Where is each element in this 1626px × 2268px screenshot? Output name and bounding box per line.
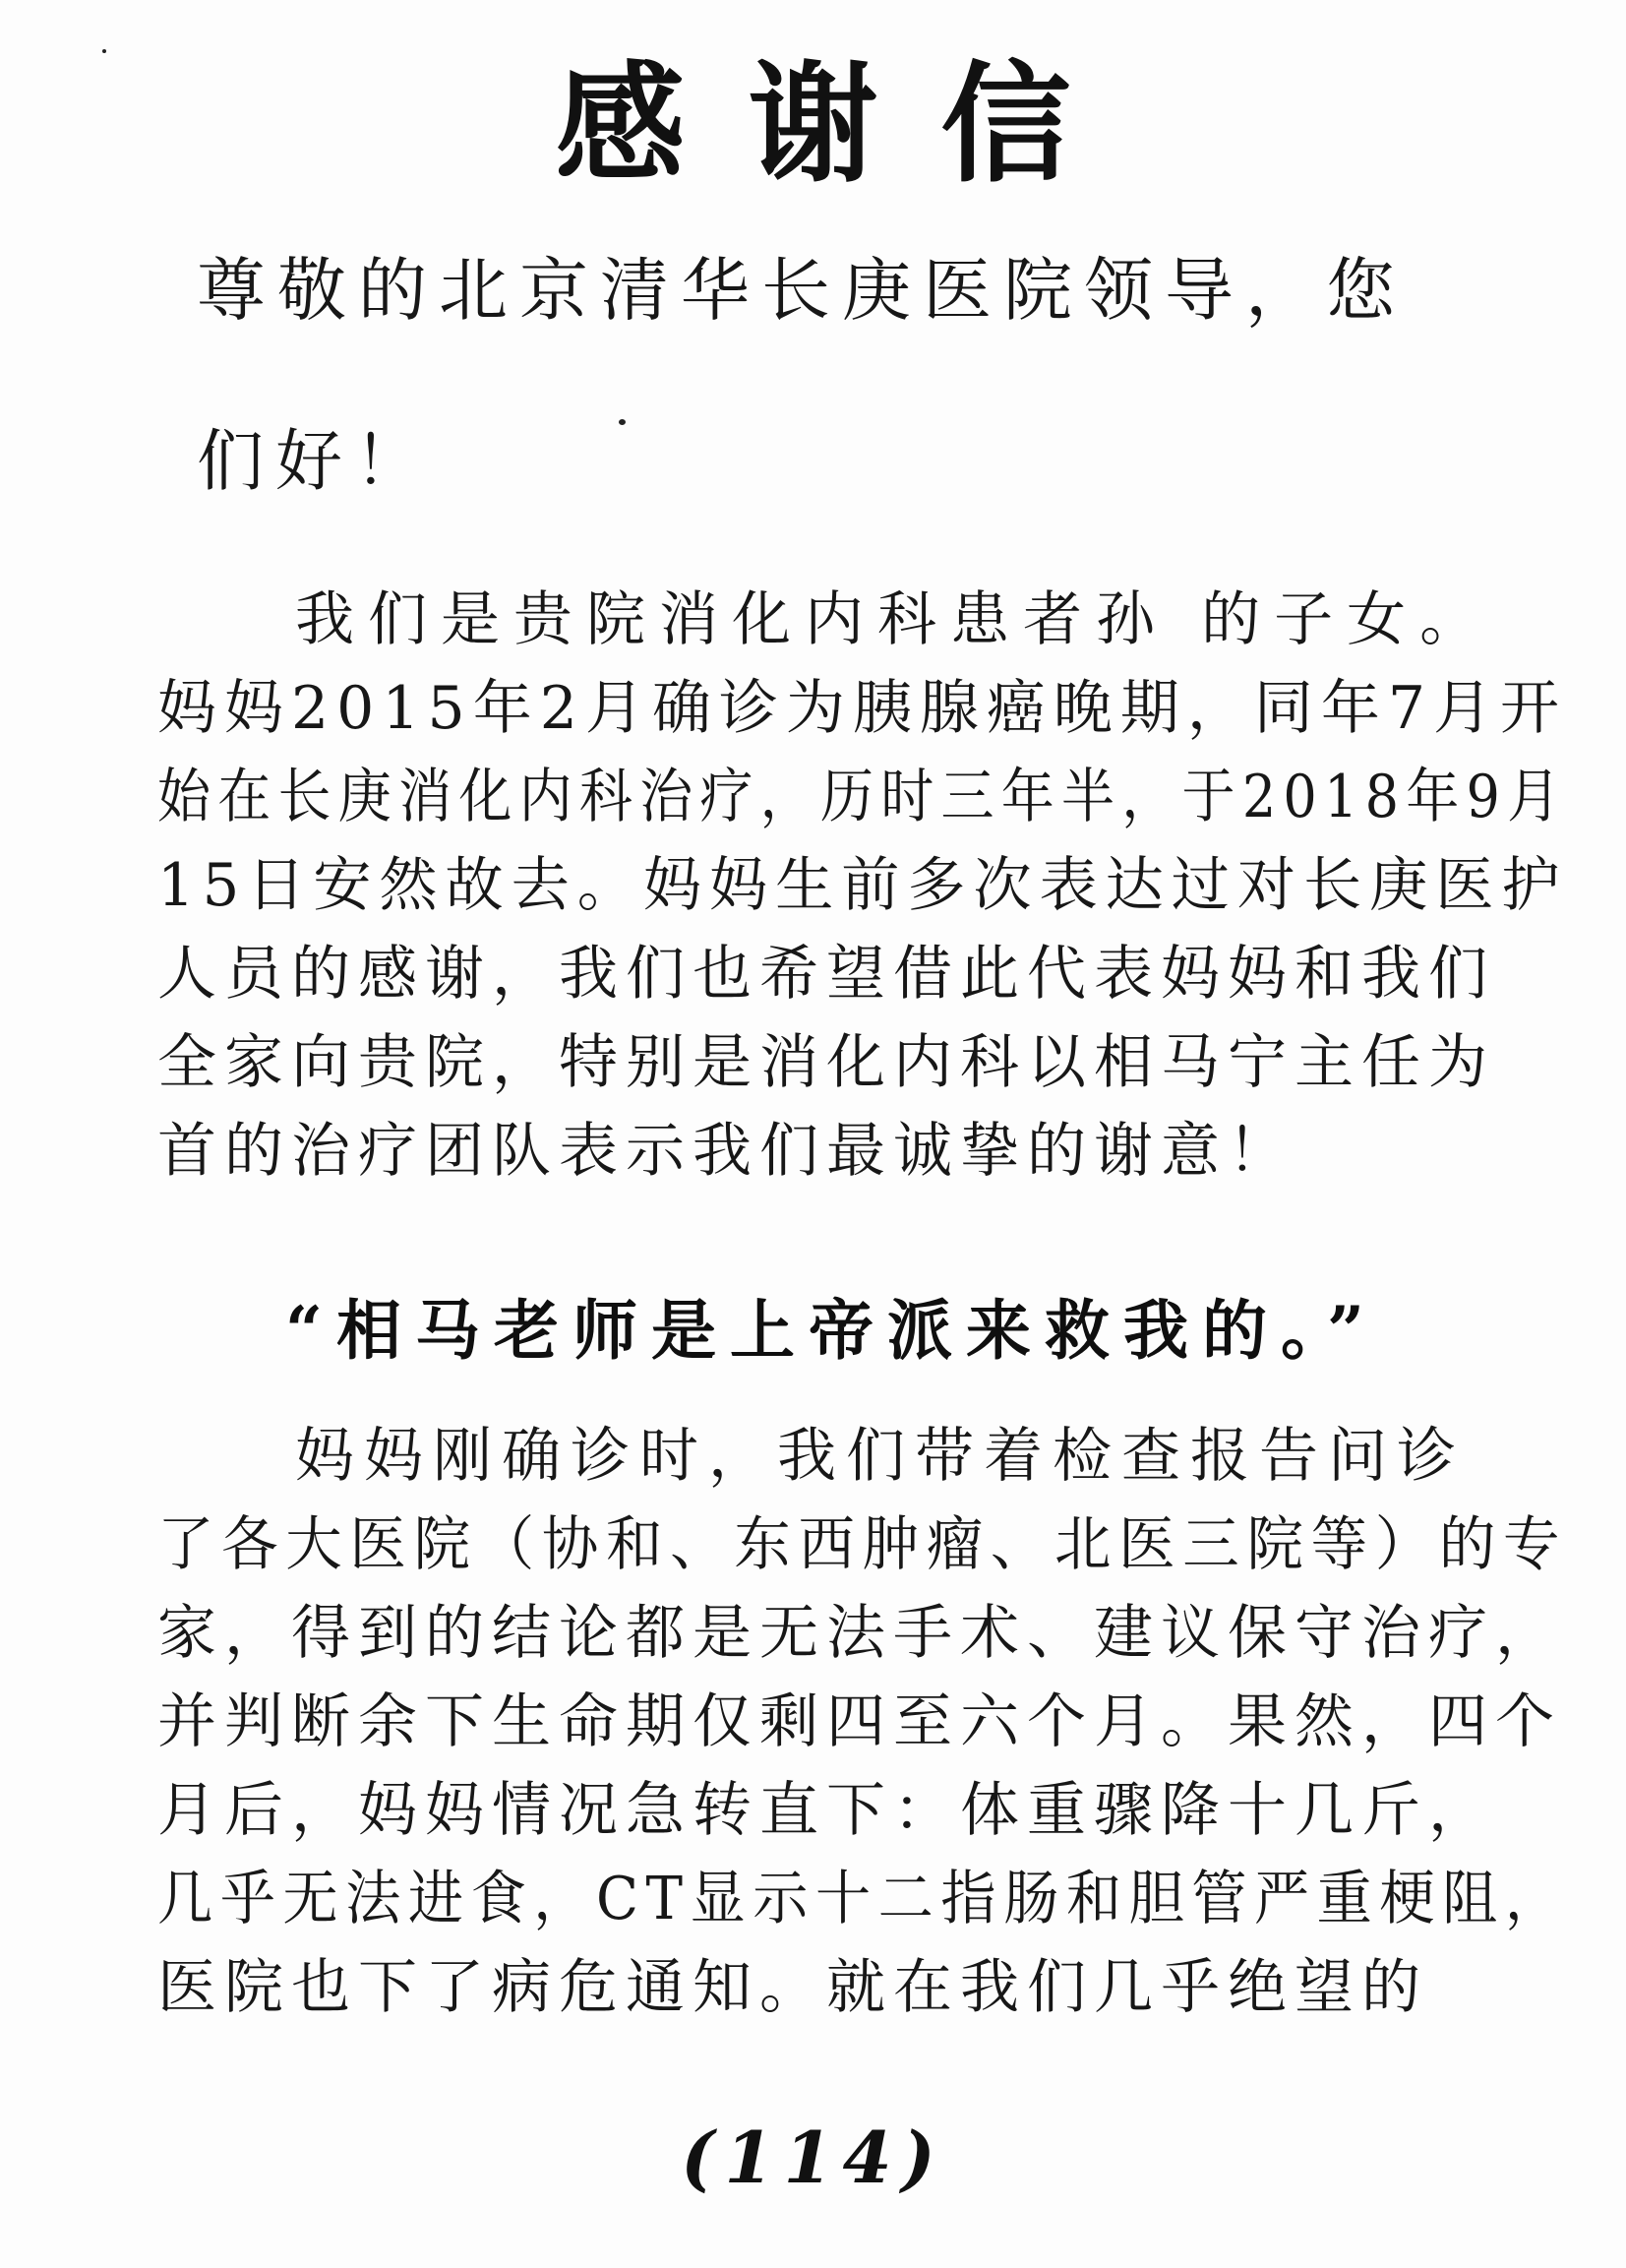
paragraph1-line: 人员的感谢，我们也希望借此代表妈妈和我们 [157, 940, 1495, 1009]
paragraph2-line: 月后，妈妈情况急转直下：体重骤降十几斤， [157, 1776, 1495, 1845]
paragraph2-line: 了各大医院（协和、东西肿瘤、北医三院等）的专 [157, 1510, 1568, 1579]
greeting: 们好！ [197, 423, 434, 501]
page-number: (114) [681, 2115, 945, 2199]
paragraph2-line: 并判断余下生命期仅剩四至六个月。果然，四个 [157, 1687, 1562, 1756]
section-heading: “相马老师是上帝派来救我的。” [285, 1292, 1378, 1369]
paragraph1-line: 首的治疗团队表示我们最诚挚的谢意！ [157, 1117, 1295, 1186]
letter-title: 感谢信 [555, 48, 1134, 201]
paragraph2-line: 几乎无法进食，CT显示十二指肠和胆管严重梗阻， [157, 1865, 1568, 1933]
paragraph1-line: 我们是贵院消化内科患者孙 的子女。 [295, 585, 1493, 654]
paragraph1-line: 全家向贵院，特别是消化内科以相马宁主任为 [157, 1028, 1495, 1097]
scan-speck [619, 419, 626, 425]
paragraph1-line: 15日安然故去。妈妈生前多次表达过对长庚医护 [157, 851, 1568, 920]
paragraph2-line: 医院也下了病危通知。就在我们几乎绝望的 [157, 1953, 1428, 2022]
paragraph2-line: 家，得到的结论都是无法手术、建议保守治疗， [157, 1599, 1562, 1668]
paragraph2-line: 妈妈刚确诊时，我们带着检查报告问诊 [295, 1422, 1466, 1491]
paragraph1-line: 始在长庚消化内科治疗，历时三年半，于2018年9月 [157, 763, 1568, 831]
paragraph1-line: 妈妈2015年2月确诊为胰腺癌晚期，同年7月开 [157, 674, 1568, 743]
salutation: 尊敬的北京清华长庚医院领导，您 [197, 250, 1407, 331]
